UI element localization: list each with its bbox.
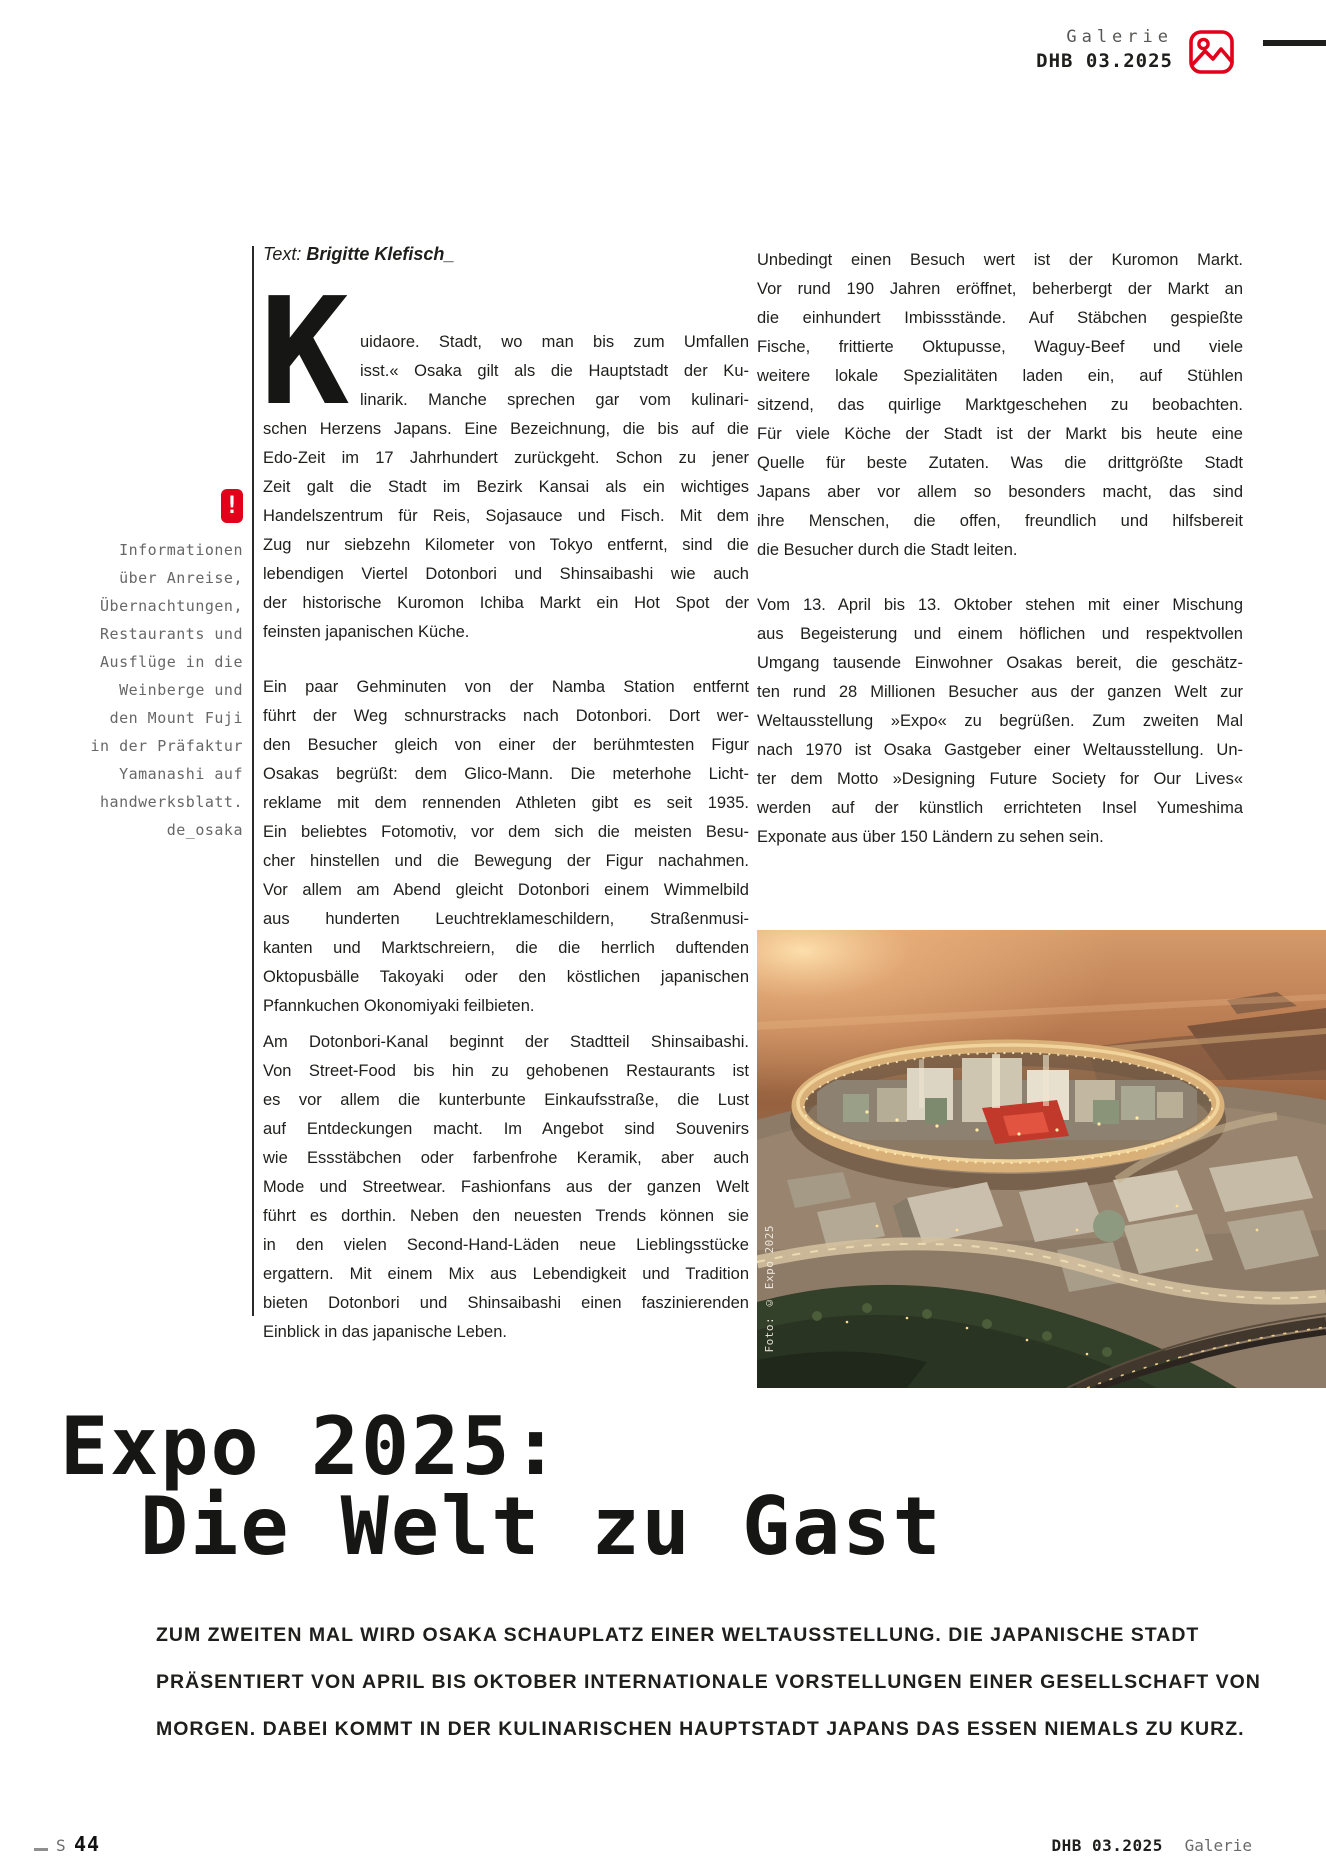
sidebar-info-text — [20, 536, 243, 844]
text-line: kanten und Marktschreiern, die die herrlich duftenden — [263, 939, 749, 957]
text-line: aus Begeisterung und einem höflichen und respektvollen — [757, 625, 1243, 643]
text-line: die einhundert Imbissstände. Auf Stäbchen gespießte — [757, 309, 1243, 327]
text-line: Handelszentrum für Reis, Sojasauce und Fisch. Mit dem — [263, 507, 749, 525]
text-line: werden auf der künstlich errichteten Insel Yumeshima — [757, 799, 1243, 817]
article-paragraph — [263, 1028, 749, 1347]
article-paragraph — [263, 328, 749, 647]
text-line: ergattern. Mit einem Mix aus Lebendigkeit und Tradition — [263, 1265, 749, 1283]
text-line: Von Street-Food bis hin zu gehobenen Restaurants ist — [263, 1062, 749, 1080]
text-line: Oktopusbälle Takoyaki oder den köstlichen japanischen — [263, 968, 749, 986]
text-line: führt der Weg schnurstracks nach Dotonbori. Dort wer- — [263, 707, 749, 725]
text-line: reklame mit dem rennenden Athleten gibt es seit 1935. — [263, 794, 749, 812]
text-line: Vor allem am Abend gleicht Dotonbori einem Wimmelbild — [263, 881, 749, 899]
text-line: Zug nur siebzehn Kilometer von Tokyo entfernt, sind die — [263, 536, 749, 554]
text-line: ten rund 28 Millionen Besucher aus der ganzen Welt zur — [757, 683, 1243, 701]
text-line: cher hinstellen und die Bewegung der Figur nachahmen. — [263, 852, 749, 870]
text-line: Osakas begrüßt: dem Glico-Mann. Die meterhohe Licht- — [263, 765, 749, 783]
text-line: weitere lokale Spezialitäten laden ein, auf Stühlen — [757, 367, 1243, 385]
footer-issue-section — [1051, 1836, 1252, 1855]
text-line: schen Herzens Japans. Eine Bezeichnung, die bis auf die — [263, 420, 749, 438]
text-line: Pfannkuchen Okonomiyaki feilbieten. — [263, 997, 535, 1015]
text-line: handwerksblatt. — [100, 793, 243, 811]
text-line: Quelle für beste Zutaten. Was die drittgrößte Stadt — [757, 454, 1243, 472]
dropcap-letter: K — [260, 266, 350, 438]
byline — [263, 244, 454, 265]
alert-icon: ! — [221, 489, 243, 523]
text-line: Mode und Streetwear. Fashionfans aus der ganzen Welt — [263, 1178, 749, 1196]
text-line: ter dem Motto »Designing Future Society for Our Lives« — [757, 770, 1243, 788]
text-line: Vor rund 190 Jahren eröffnet, beherbergt der Markt an — [757, 280, 1243, 298]
text-line: de_osaka — [166, 821, 243, 839]
text-line: der historische Kuromon Ichiba Markt ein Hot Spot der — [263, 594, 749, 612]
text-line: ihre Menschen, die offen, freundlich und hilfsbereit — [757, 512, 1243, 530]
text-line: Edo-Zeit im 17 Jahrhundert zurückgeht. Schon zu jener — [263, 449, 749, 467]
article-paragraph — [263, 673, 749, 1021]
text-line: Fische, frittierte Oktupusse, Waguy-Beef und viele — [757, 338, 1243, 356]
article-paragraph — [757, 246, 1243, 565]
text-line: Ein beliebtes Fotomotiv, vor dem sich die meisten Besu- — [263, 823, 749, 841]
text-line: in den vielen Second-Hand-Läden neue Lieblingsstücke — [263, 1236, 749, 1254]
text-line: linarik. Manche sprechen gar vom kulinari- — [360, 391, 749, 409]
text-line: PRÄSENTIERT VON APRIL BIS OKTOBER INTERNATIONALE VORSTELLUNGEN EINER GESELLSCHAFT VON — [156, 1671, 1261, 1693]
footer-section: Galerie — [1184, 1836, 1252, 1855]
text-line: Weinberge und — [119, 681, 243, 699]
text-line: Einblick in das japanische Leben. — [263, 1323, 507, 1341]
text-line: Übernachtungen, — [100, 597, 243, 615]
text-line: den Besucher gleich von einer der berühmtesten Figur — [263, 736, 749, 754]
column-divider-rule — [252, 246, 254, 1316]
text-line: Umgang tausende Einwohner Osakas bereit, die geschätz- — [757, 654, 1243, 672]
text-line: Japans aber vor allem so besonders macht, das sind — [757, 483, 1243, 501]
header-issue-label: DHB 03.2025 — [1036, 50, 1173, 72]
text-line: es vor allem die kunterbunte Einkaufsstraße, die Lust — [263, 1091, 749, 1109]
text-line: feinsten japanischen Küche. — [263, 623, 470, 641]
text-line: Ausflüge in die — [100, 653, 243, 671]
text-line: auf Entdeckungen macht. Im Angebot sind Souvenirs — [263, 1120, 749, 1138]
text-line: bieten Dotonbori und Shinsaibashi einen faszinierenden — [263, 1294, 749, 1312]
text-line: Ein paar Gehminuten von der Namba Station entfernt — [263, 678, 749, 696]
text-line: Restaurants und — [100, 625, 243, 643]
headline-line1: Expo 2025: — [60, 1400, 562, 1493]
text-line: ZUM ZWEITEN MAL WIRD OSAKA SCHAUPLATZ EINER WELTAUSSTELLUNG. DIE JAPANISCHE STADT — [156, 1624, 1200, 1646]
text-line: isst.« Osaka gilt als die Hauptstadt der Ku- — [360, 362, 749, 380]
footer-page-number: 44 — [74, 1832, 101, 1856]
text-line: Exponate aus über 150 Ländern zu sehen sein. — [757, 828, 1104, 846]
text-line: nach 1970 ist Osaka Gastgeber einer Weltausstellung. Un- — [757, 741, 1243, 759]
header-rule — [1263, 40, 1326, 46]
standfirst — [156, 1612, 1306, 1753]
text-line: sitzend, das quirlige Marktgeschehen zu beobachten. — [757, 396, 1243, 414]
footer-issue: DHB 03.2025 — [1051, 1836, 1163, 1855]
text-line: Yamanashi auf — [119, 765, 243, 783]
text-line: Zeit galt die Stadt im Bezirk Kansai als ein wichtiges — [263, 478, 749, 496]
headline-line2: Die Welt zu Gast — [140, 1480, 943, 1573]
byline-prefix: Text: — [263, 244, 307, 264]
text-line: die Besucher durch die Stadt leiten. — [757, 541, 1018, 559]
footer-page-prefix: S — [56, 1836, 66, 1855]
text-line: Vom 13. April bis 13. Oktober stehen mit einer Mischung — [757, 596, 1243, 614]
text-line: Für viele Köche der Stadt ist der Markt bis heute eine — [757, 425, 1243, 443]
gallery-picture-icon — [1188, 28, 1236, 76]
text-line: wie Essstäbchen oder farbenfrohe Keramik, aber auch — [263, 1149, 749, 1167]
text-line: MORGEN. DABEI KOMMT IN DER KULINARISCHEN HAUPTSTADT JAPANS DAS ESSEN NIEMALS ZU KURZ. — [156, 1718, 1245, 1740]
text-line: in der Präfaktur — [90, 737, 243, 755]
photo-credit: Foto: © Expo 2025 — [763, 1224, 776, 1352]
text-line: führt es dorthin. Neben den neuesten Trends können sie — [263, 1207, 749, 1225]
expo-aerial-photo — [757, 930, 1326, 1388]
text-line: Informationen — [119, 541, 243, 559]
text-line: uidaore. Stadt, wo man bis zum Umfallen — [360, 333, 749, 351]
text-line: lebendigen Viertel Dotonbori und Shinsaibashi wie auch — [263, 565, 749, 583]
header-section-label: Galerie — [1066, 27, 1173, 47]
byline-author: Brigitte Klefisch_ — [306, 244, 455, 264]
text-line: aus hunderten Leuchtreklameschildern, Straßenmusi- — [263, 910, 749, 928]
text-line: über Anreise, — [119, 569, 243, 587]
text-line: den Mount Fuji — [109, 709, 243, 727]
article-paragraph — [757, 591, 1243, 852]
text-line: Unbedingt einen Besuch wert ist der Kuromon Markt. — [757, 251, 1243, 269]
footer-rule — [34, 1848, 48, 1851]
text-line: Weltausstellung »Expo« zu begrüßen. Zum zweiten Mal — [757, 712, 1243, 730]
text-line: Am Dotonbori-Kanal beginnt der Stadtteil Shinsaibashi. — [263, 1033, 749, 1051]
